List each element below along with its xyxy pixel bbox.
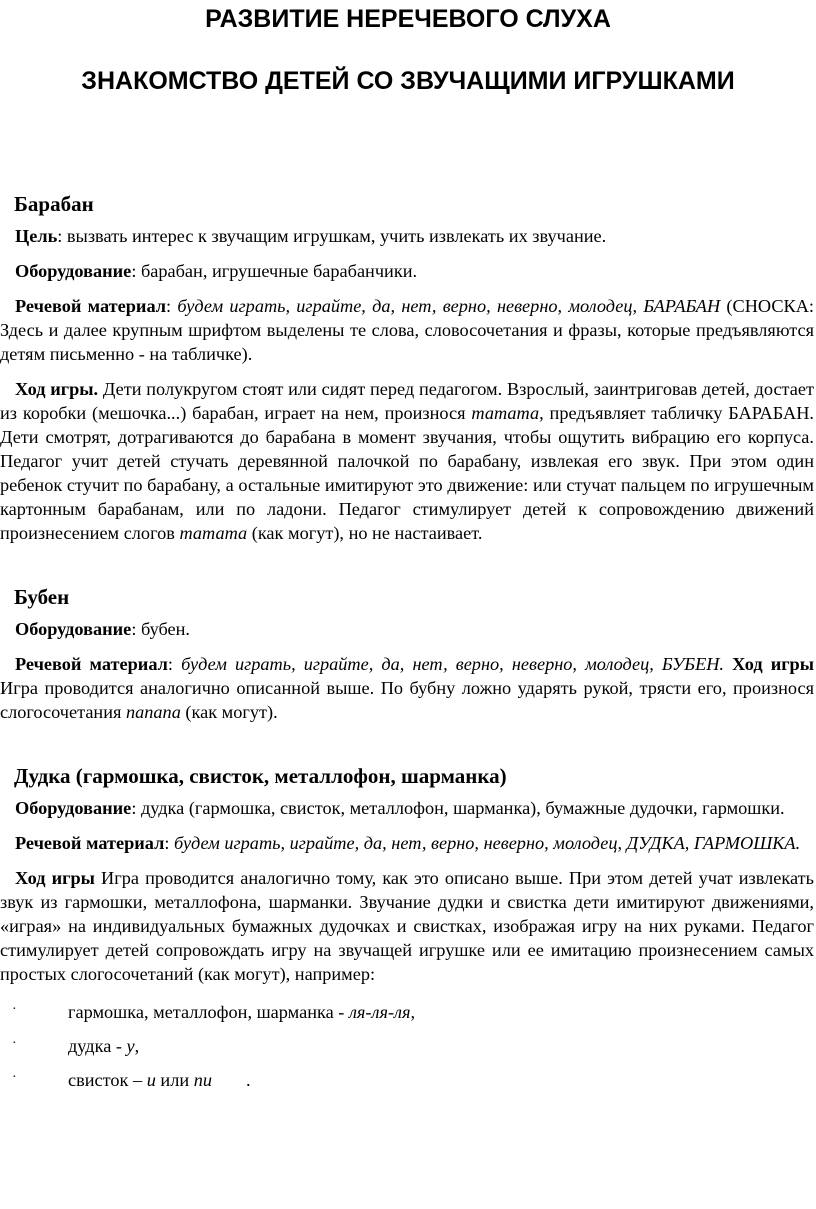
bullet: · (12, 1070, 17, 1085)
list-item (0, 1068, 814, 1102)
list-item-end: . (245, 1070, 251, 1090)
paragraph-equipment (0, 259, 814, 283)
game-text-2: предъявляет табличку БАРАБАН. Дети смотрят, дотрагиваются до барабана в момент звучания, чтобы ощутить вибрацию его корпуса. Педагог учит детей стучать деревянной палочкой по барабану, извлекая его звук. При этом один ребенок стучит по барабану, а остальные имитируют это движение: или стучат пальцем по игрушечным картонным барабанам, или по ладони. Педагог стимулирует детей к сопровождению движений произнесением слогов (0, 403, 814, 543)
section-heading-tambourine: Бубен (14, 585, 70, 609)
equipment-label: Оборудование (15, 798, 132, 818)
game-text: Игра проводится аналогично тому, как это описано выше. При этом детей учат извлекать звук из гармошки, металлофона, шарманки. Звучание дудки и свистка дети имитируют движениями, «играя» на индивидуальных бумажных дудочках и свистках, изображая игру на них руками. Педагог стимулирует детей сопровождать игру на звучащей игрушке или ее имитацию произнесением самых простых слогосочетаний (как могут), например: (0, 868, 814, 984)
paragraph-equipment (0, 617, 814, 641)
bullet: · (12, 1002, 17, 1017)
speech-colon: : (167, 654, 182, 674)
paragraph-speech-material (0, 294, 814, 366)
game-text-2: (как могут). (180, 702, 278, 722)
list-item-syllables: у (126, 1036, 135, 1056)
list-item-text: дудка - (68, 1036, 127, 1056)
paragraph-game (0, 377, 814, 545)
list-item (0, 1034, 814, 1068)
game-syllables: папапа (125, 702, 181, 722)
game-label: Ход игры (15, 868, 95, 888)
paragraph-game (0, 866, 814, 986)
list-item-text: свисток – (68, 1070, 147, 1090)
game-text-1: Дети полукругом стоят или сидят перед педагогом. Взрослый, заинтриговав детей, достает из коробки (мешочка...) барабан, играет на нем, произнося (0, 379, 814, 423)
list-item-syllables-2: пи (193, 1070, 212, 1090)
paragraph-equipment (0, 796, 814, 820)
section-heading-drum: Барабан (14, 192, 94, 216)
list-item (0, 1000, 814, 1034)
list-item-punct: , (134, 1036, 140, 1056)
paragraph-speech-material (0, 831, 814, 855)
speech-footnote: (СНОСКА: Здесь и далее крупным шрифтом выделены те слова, словосочетания и фразы, которые предъявляются детям письменно - на табличке). (0, 296, 814, 364)
list-item-connector: или (155, 1070, 194, 1090)
section-spacer (0, 545, 814, 583)
list-item-text: гармошка, металлофон, шарманка - (68, 1002, 349, 1022)
equipment-text: : дудка (гармошка, свисток, металлофон, шарманка), бумажные дудочки, гармошки. (131, 798, 785, 818)
bullet: · (12, 1036, 17, 1051)
equipment-label: Оборудование (15, 261, 132, 281)
paragraph-goal (0, 224, 814, 248)
speech-label: Речевой материал (15, 296, 167, 316)
page-subtitle: ЗНАКОМСТВО ДЕТЕЙ СО ЗВУЧАЩИМИ ИГРУШКАМИ (81, 67, 735, 95)
speech-words: будем играть, играйте, да, нет, верно, неверно, молодец, БУБЕН. (181, 654, 725, 674)
game-syllables-2: татата (179, 523, 248, 543)
game-label: Ход игры (724, 654, 814, 674)
game-text-3: (как могут), но не настаивает. (247, 523, 483, 543)
section-spacer (0, 724, 814, 762)
equipment-text: : барабан, игрушечные барабанчики. (131, 261, 418, 281)
speech-words: будем играть, играйте, да, нет, верно, неверно, молодец, ДУДКА, ГАРМОШКА. (174, 833, 801, 853)
game-syllables-1: татата, (471, 403, 544, 423)
equipment-label: Оборудование (15, 619, 132, 639)
list-item-syllables: ля-ля-ля, (348, 1002, 416, 1022)
syllable-list (0, 1000, 814, 1102)
game-label: Ход игры. (15, 379, 99, 399)
speech-label: Речевой материал (15, 833, 165, 853)
goal-text: : вызвать интерес к звучащим игрушкам, учить извлекать их звучание. (57, 226, 607, 246)
goal-label: Цель (15, 226, 58, 246)
document-body (0, 190, 816, 1102)
game-text-1: Игра проводится аналогично описанной выше. По бубну ложно ударять рукой, трясти его, произнося слогосочетания (0, 678, 814, 722)
section-heading-pipe: Дудка (гармошка, свисток, металлофон, шарманка) (14, 764, 507, 788)
speech-colon: : (164, 833, 175, 853)
speech-words: будем играть, играйте, да, нет, верно, неверно, молодец, БАРАБАН (177, 296, 721, 316)
paragraph-speech-material (0, 652, 814, 724)
speech-colon: : (166, 296, 178, 316)
page-title: РАЗВИТИЕ НЕРЕЧЕВОГО СЛУХА (205, 5, 611, 33)
equipment-text: : бубен. (131, 619, 190, 639)
speech-label: Речевой материал (15, 654, 168, 674)
list-item-syllables: и (146, 1070, 156, 1090)
